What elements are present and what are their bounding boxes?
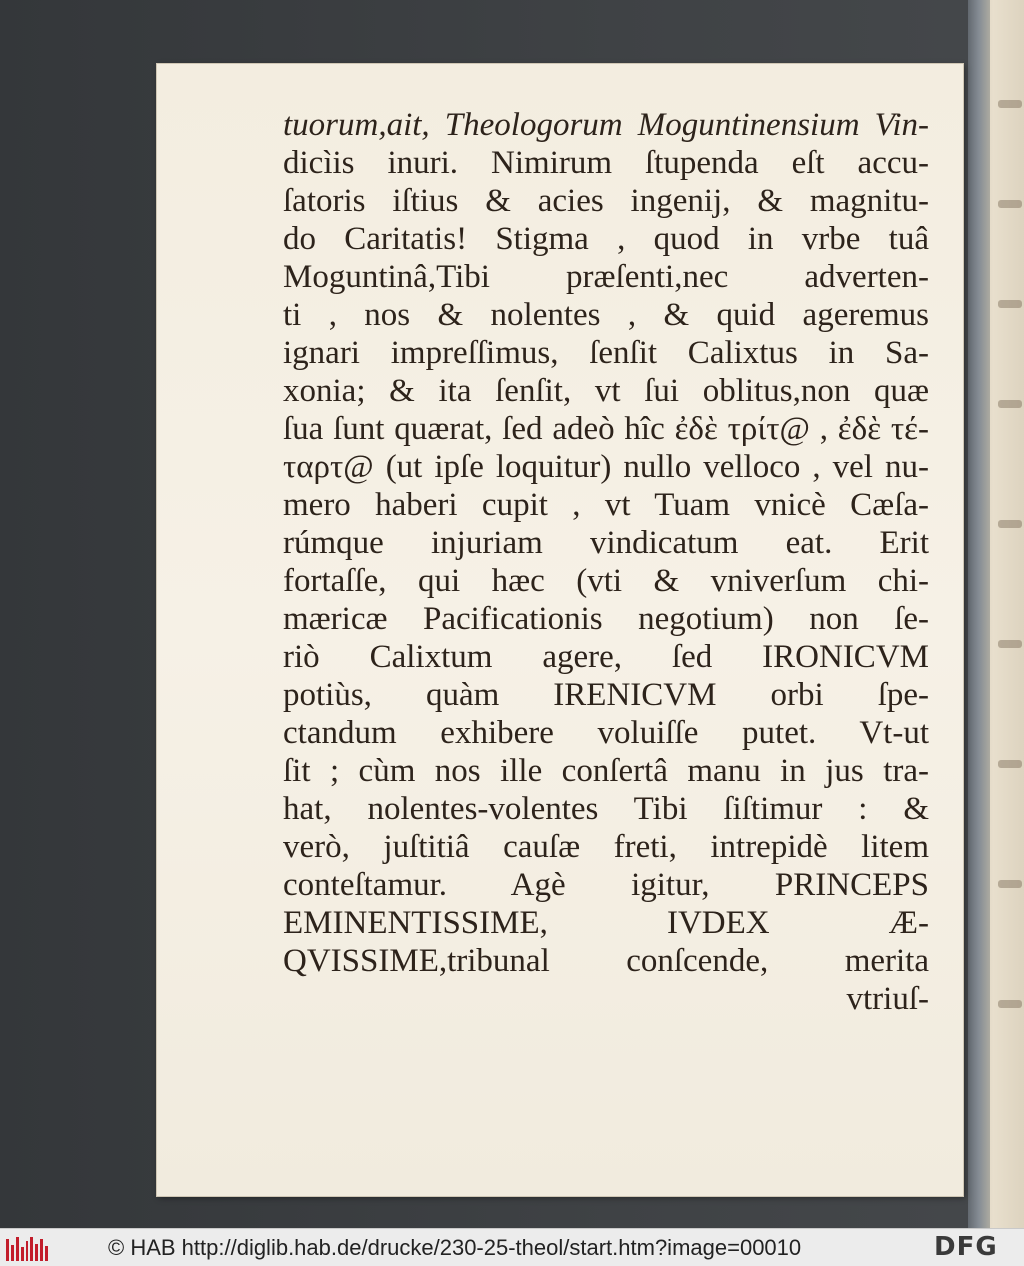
bleed-through-mark [998, 520, 1022, 528]
text-line: fortaſſe, qui hæc (vti & vniverſum chi- [283, 563, 929, 599]
bleed-through-mark [998, 880, 1022, 888]
dfg-logo[interactable]: DFG [934, 1232, 998, 1262]
viewer-footer [0, 1228, 1024, 1266]
text-line: ταρτ@ (ut ipſe loquitur) nullo velloco , vel nu- [283, 449, 929, 485]
text-line: potiùs, quàm IRENICVM orbi ſpe- [283, 677, 929, 713]
text-line: ſit ; cùm nos ille conſertâ manu in jus tra- [283, 753, 929, 789]
copyright-url[interactable]: © HAB http://diglib.hab.de/drucke/230-25-theol/start.htm?image=00010 [108, 1235, 802, 1260]
page-text [283, 106, 929, 1018]
text-line: verò, juſtitiâ cauſæ freti, intrepidè litem [283, 829, 929, 865]
text-line: conteſtamur. Agè igitur, PRINCEPS [283, 867, 929, 903]
text-line: EMINENTISSIME, IVDEX Æ- [283, 905, 929, 941]
hab-logo-icon[interactable] [6, 1235, 48, 1261]
text-line: hat, nolentes-volentes Tibi ſiſtimur : & [283, 791, 929, 827]
text-line: rúmque injuriam vindicatum eat. Erit [283, 525, 929, 561]
bleed-through-mark [998, 300, 1022, 308]
text-line: dicìis inuri. Nimirum ſtupenda eſt accu- [283, 145, 929, 181]
catchword: vtriuſ- [846, 981, 929, 1017]
bleed-through-mark [998, 1000, 1022, 1008]
bleed-through-mark [998, 400, 1022, 408]
text-line: ſua ſunt quærat, ſed adeò hîc ἐδὲ τρίτ@ , ἐδὲ τέ- [283, 411, 929, 447]
bleed-through-mark [998, 200, 1022, 208]
page-gutter-shadow [968, 0, 990, 1228]
text-line: xonia; & ita ſenſit, vt ſui oblitus,non quæ [283, 373, 929, 409]
text-line: ſatoris iſtius & acies ingenij, & magnitu- [283, 183, 929, 219]
text-line: riò Calixtum agere, ſed IRONICVM [283, 639, 929, 675]
adjacent-page-edge [968, 0, 1024, 1228]
text-line: Moguntinâ,Tibi præſenti,nec adverten- [283, 259, 929, 295]
text-line: QVISSIME,tribunal conſcende, merita [283, 943, 929, 979]
text-line: ctandum exhibere voluiſſe putet. Vt-ut [283, 715, 929, 751]
bleed-through-mark [998, 100, 1022, 108]
text-line: do Caritatis! Stigma , quod in vrbe tuâ [283, 221, 929, 257]
book-page [157, 64, 963, 1196]
text-line: mæricæ Pacificationis negotium) non ſe- [283, 601, 929, 637]
text-line: tuorum,ait, Theologorum Moguntinensium Vin- [283, 107, 929, 143]
text-line: ti , nos & nolentes , & quid ageremus [283, 297, 929, 333]
bleed-through-mark [998, 760, 1022, 768]
bleed-through-mark [998, 640, 1022, 648]
text-line: ignari impreſſimus, ſenſit Calixtus in Sa- [283, 335, 929, 371]
text-line: mero haberi cupit , vt Tuam vnicè Cæſa- [283, 487, 929, 523]
